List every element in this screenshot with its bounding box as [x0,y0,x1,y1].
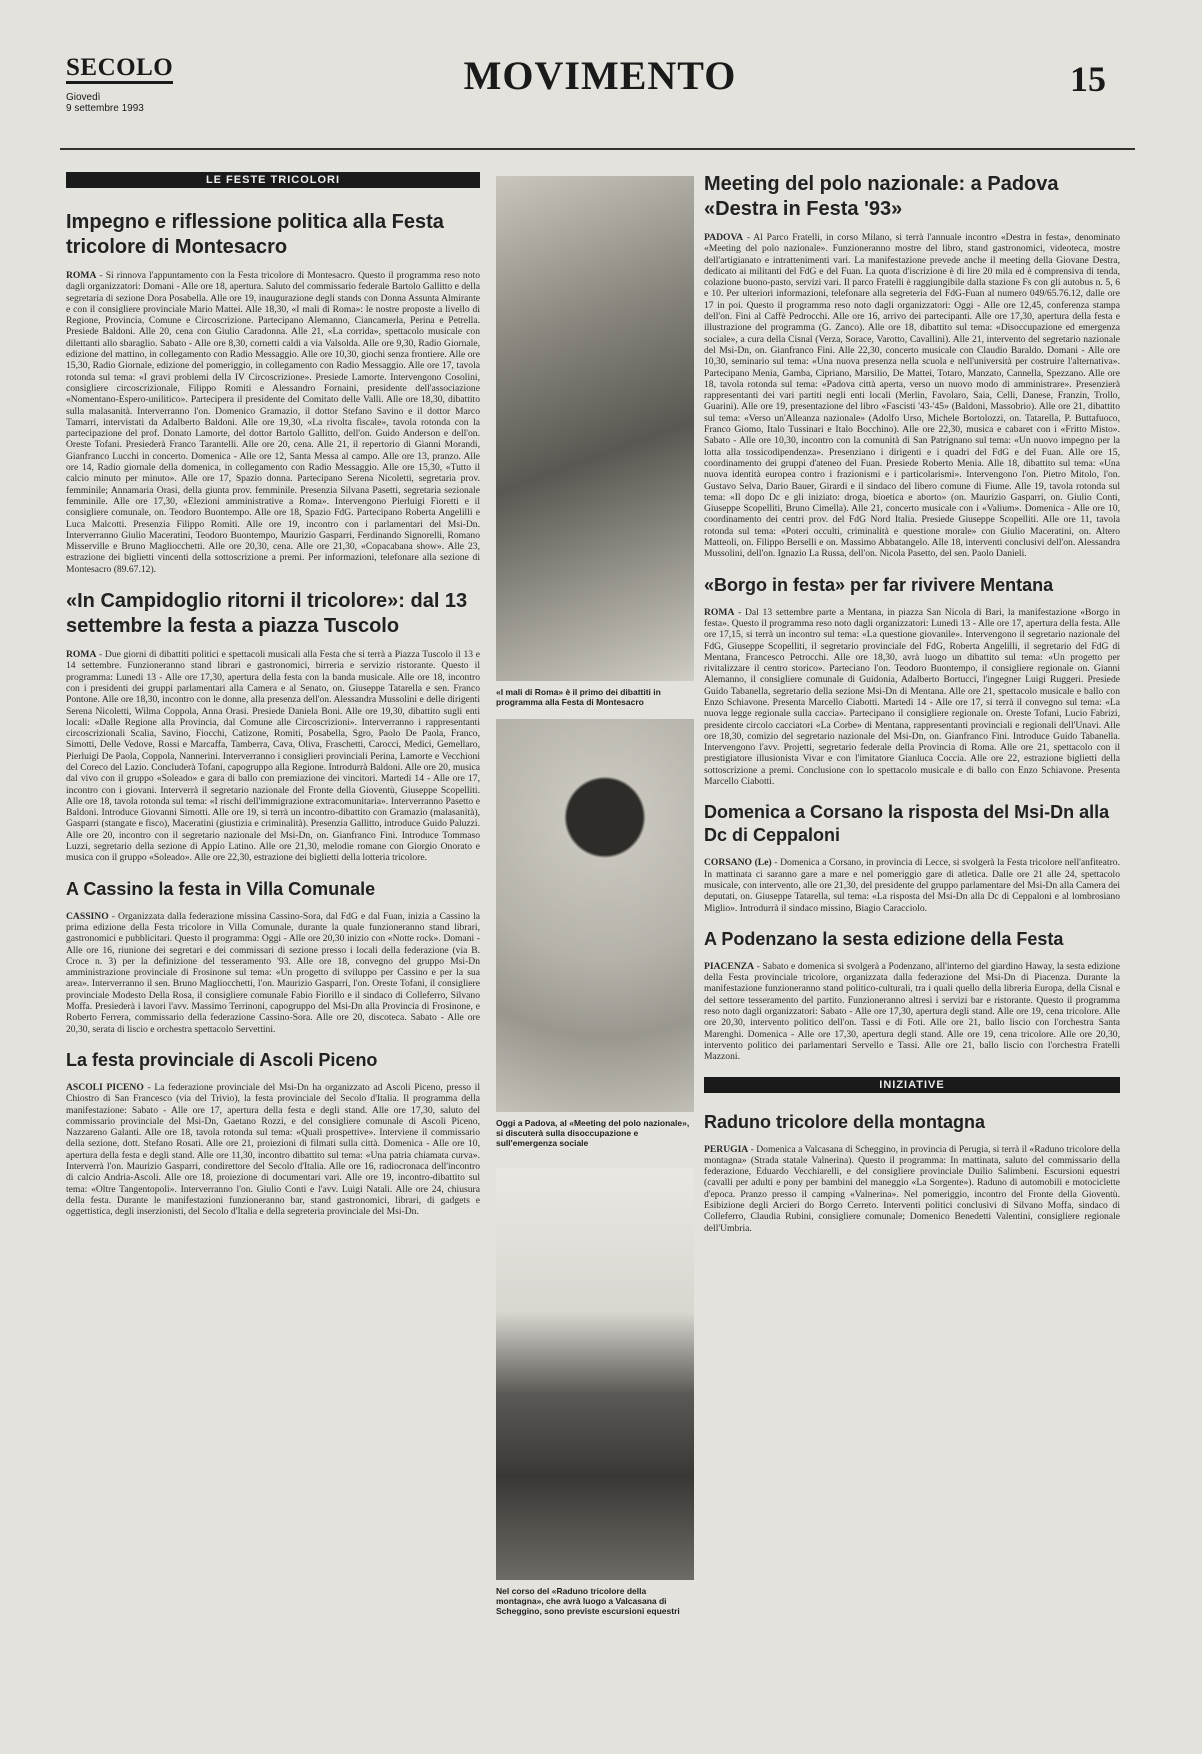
masthead-date: 9 settembre 1993 [66,103,144,114]
column-right [704,172,1120,1248]
article-montesacro [66,270,480,575]
headline-raduno: Raduno tricolore della montagna [704,1111,986,1132]
article-lead: ROMA [66,649,97,661]
masthead-rule [60,148,1135,150]
article-body: - Due giorni di dibattiti politici e spettacoli musicali alla Festa che si terrà a Piazza Tuscolo il 13 e 14 settembre. Funzioneranno stand librari e gastronomici, birreria e servizio ristorante. Questo il programma: Lunedì 13 - Alle ore 17,30, apertura della festa con la banda musicale. Alle ore 18, incontro con i presidenti dei gruppi parlamentari alla Camera e al Senato, on. Giuseppe Tatarella e sen. Franco Pontone. Alle ore 18,30, incontro con le donne, alla presenza dell'on. Alessandra Mussolini e delle dirigenti Serena Nicoletti, Wilma Coppola, Anna Orasi. Presiede Daniela Boni. Alle ore 19,30, dibattito sugli enti locali: «Dalle Regione alla Provincia, dal Comune alle Circoscrizioni». Interverranno i rappresentanti circoscrizionali Scalia, Savino, Fiocchi, Catizone, Romiti, Posabella, Sgro, Paolo De Paola, Franco, Simotti, Delle Vedove, Rossi e Marcaffa, Tamberra, Cava, Oliva, Fraschetti, Carocci, Medici, Gemellaro, Pierluigi De Paola, Coppola, Nannerini. Interverranno i consiglieri provinciali Perina, Lamorte e Vecchioni del Coreco del Lazio. Concluderà Tofani, capogruppo alla Regione. Introdurrà Baldoni. Alle ore 20, musica dal vivo con il gruppo «Soleado» e gara di ballo con premiazione dei vincitori. Martedì 14 - Alle ore 17, incontro con i giovani. Interverrà il segretario nazionale del Fronte della Gioventù, Giuseppe Scopelliti. Alle ore 18, tavola rotonda sul tema: «I rischi dell'immigrazione extracomunitaria». Interverranno Pasetto e Baldoni. Introduce Giovanni Simotti. Alle ore 19, si terrà un incontro-dibattito con Gramazio (malasanità), Gasparri (stangate e fisco), Maceratini (giustizia e criminalità). Presenzia Gallitto, introduce Guido Paluzzi. Alle ore 20, incontro con il segretario nazionale del Msi-Dn, on. Gianfranco Fini. Introduce Tommaso Luzzi, segretario della sezione di Appio Latino. Alle ore 21,30, melodie romane con Giorgio Onorato e musica con il gruppo «Soleado». Alle ore 22,30, estrazione dei biglietti della lotteria tricolore. [66,649,480,864]
article-ascoli [66,1082,480,1218]
article-padova [704,232,1120,560]
article-lead: ROMA [66,270,97,281]
article-lead: ROMA [704,606,735,618]
article-lead: PERUGIA [704,1143,749,1155]
article-body: - Domenica a Valcasana di Scheggino, in provincia di Perugia, si terrà il «Raduno tricolore della montagna» (Strada statale Valnerina). Questo il programma: In mattinata, saluto del commissario della federazione, Eduardo Vecchiarelli, e del consigliere provinciale Duilio Salimbeni. Escursioni equestri (cavalli per adulti e pony per bambini del maneggio «La Sorgente»). Raduno di automobili e motociclette d'epoca. Pranzo presso il camping «Valnerina». Nel pomeriggio, incontro del Fronte della Gioventù. Esibizione degli Arcieri do Borgo Cerreto. Interventi politici conclusivi di Silvano Moffa, sindaco di Colleferro, Claudia Rubini, consigliere comunale; Domenico Benedetti Valentini, consigliere regionale dell'Umbria. [704,1143,1120,1234]
headline-campidoglio: «In Campidoglio ritorni il tricolore»: dal 13 settembre la festa a piazza Tuscolo [66,590,468,638]
photo-woman-reading [496,719,694,1112]
article-campidoglio [66,649,480,864]
article-lead: PADOVA [704,232,744,243]
caption-montesacro: «I mali di Roma» è il primo dei dibattiti in programma alla Festa di Montesacro [496,687,661,707]
headline-montesacro: Impegno e riflessione politica alla Festa tricolore di Montesacro [66,211,444,258]
article-cassino [66,911,480,1035]
article-body: - Sabato e domenica si svolgerà a Podenzano, all'interno del giardino Haway, la sesta edizione della Festa provinciale tricolore, organizzata dalla federazione del Msi-Dn di Piacenza. Durante la manifestazione funzioneranno stand politico-culturali, tra i quali quello della libreria Europa, della Cisnal e del settore tesseramento del partito. Funzioneranno altresì i servizi bar e ristorante. Questo il programma reso noto dagli organizzatori: Sabato - Alle ore 17,30, apertura degli stand. Alle ore 19, cena tricolore. Alle ore 20,30, intervento politico dell'on. Tassi e di Foti. Alle ore 21, ballo liscio con l'orchestra Santa Marenghi. Domenica - Alle ore 17,30, apertura degli stand. Alle ore 19, cena tricolore. Alle ore 20,30, intervento politico dei parlamentari Servello e Tassi. Alle ore 21, ballo liscio con l'orchestra Fratelli Mazzoni. [704,960,1120,1063]
headline-padova: Meeting del polo nazionale: a Padova «Destra in Festa '93» [704,173,1059,220]
caption-padova: Oggi a Padova, al «Meeting del polo nazionale», si discuterà sulla disoccupazione e sull'emergenza sociale [496,1118,690,1148]
article-body: - Domenica a Corsano, in provincia di Lecce, si svolgerà la Festa tricolore nell'anfiteatro. In mattinata ci saranno gare a mare e nel pomeriggio gare di atletica. Dalle ore 21 alle 24, spettacolo musicale, con intervento, alle ore 21,30, del presidente del gruppo parlamentare del Msi-Dn alla Camera dei deputati, on. Giuseppe Tatarella, sul tema: «La risposta del Msi-Dn alla Dc di Ceppaloni e al lombrosiano Miglio». Introdurrà il sindaco missino, Biagio Caracciolo. [704,857,1120,914]
article-body: - Si rinnova l'appuntamento con la Festa tricolore di Montesacro. Questo il programma reso noto dagli organizzatori: Domani - Alle ore 18, apertura. Saluto del commissario federale Bartolo Gallitto e della segretaria di sezione Dora Posabella. Alle ore 19, inaugurazione degli stands con Donna Assunta Almirante e con il consigliere provinciale Mario Mattei. Alle 18,30, «I mali di Roma»: le nostre proposte a livello di Regione, Provincia, Comune e Circoscrizione. Partecipano Alemanno, Ciancamerla, Perina e Petrella. Presiede Baldoni. Alle 20, cena con Giulio Caradonna. Alle 21, «La corrida», spettacolo musicale con dilettanti allo sbaraglio. Sabato - Alle ore 8,30, cornetti caldi a via Valsolda. Alle ore 9,30, Radio Giornale, edizione del mattino, in collegamento con Radio Messaggio. Alle ore 10,30, giochi senza frontiere. Alle ore 15,30, Radio Giornale, edizione del pomeriggio, in collegamento con Radio Messaggio. Alle ore 17, tavola rotonda sul tema: «I gravi problemi della IV Circoscrizione». Presiede Lamorte. Intervengono Cosolini, consigliere circoscrizionale, Filippo Romiti e Alessandro Fornaini, presidente dell'associazione «Nomentano-Espero-unilitico». Partecipera il presidente del Comitato delle Valli. Alle ore 18,30, dibattito sulla malasanità. Interverranno l'on. Domenico Gramazio, il dottor Stefano Savino e il dottor Marco Tamarri, intervistati da Adalberto Baldoni. Alle ore 19,30, «La rivolta fiscale», tavola rotonda con la partecipazione del prof. Donato Lamorte, del dottor Bartolo Gallitto, dell'on. Guido Anderson e dell'on. Oreste Tofani. Presiederà Franco Tarantelli. Alle ore 20, cena. Alle 21, il repertorio di Gianni Morandi, Gianfranco Lucchi in concerto. Domenica - Alle ore 12, Santa Messa al campo. Alle ore 13, pranzo. Alle ore 14, Radio giornale della domenica, in collegamento con Radio Messaggio. Alle ore 15,30, «Tutto il calcio minuto per minuto». Alle ore 17, Spazio donna. Partecipano Serena Nicoletti, segretaria prov. femminile; Annamaria Orasi, della giunta prov. femminile. Presenzia Silvana Pasetti, segretaria sezionale femminile. Alle ore 17,30, «Elezioni amministrative a Roma». Intervengono Pierluigi Fioretti e il consigliere comunale, on. Teodoro Buontempo. Alle ore 18, Spazio FdG. Partecipano Roberta Angelilli e Luca Malcotti. Presenzia Filippo Romiti. Alle ore 19, incontro con i parlamentari del Msi-Dn. Interverranno Giulio Maceratini, Teodoro Buontempo, Maurizio Gasparri, Ferdinando Signorelli, Romano Misserville e Bruno Magliocchetti. Alle ore 20,30, cena. Alle ore 21,30, «Copacabana show». Alle 23, estrazione dei biglietti vincenti della sottoscrizione a premi. Per informazioni, telefonare alla sezione di Montesacro (89.67.12). [66,270,480,575]
column-photos [496,176,694,1628]
article-lead: ASCOLI PICENO [66,1081,144,1093]
article-body: - Organizzata dalla federazione missina Cassino-Sora, dal FdG e dal Fuan, inizia a Cassino la prima edizione della Festa tricolore in Villa Comunale, durante la quale funzioneranno stand librari, gastronomici e pubblicitari. Questo il programma: Oggi - Alle ore 20,30 inizio con «Notte rock». Domani - Alle ore 16, riunione dei segretari e dei commissari di sezione presso i locali della federazione (via B. Croce n. 3) per la definizione del tesseramento '93. Alle ore 18, convegno del gruppo Msi-Dn amministrazione provinciale di Frosinone sul tema: «Un progetto di sviluppo per Cassino e per la sua area». Interverranno il sen. Bruno Magliocchetti, l'on. Maurizio Gasparri, l'on. Oreste Tofani, il consigliere provinciale Modesto Della Rosa, il consigliere comunale Fabio Fiorillo e il sindaco di Colleferro, Silvano Moffa. Presiederà i lavori l'avv. Massimo Terrinoni, capogruppo del Msi-Dn alla Provincia di Frosinone, e Roberto Ferrera, commissario della federazione Cassino-Sora. Alle ore 20, discoteca. Sabato - Alle ore 20,30, serata di liscio e orchestra spettacolo Servettini. [66,910,480,1035]
headline-podenzano: A Podenzano la sesta edizione della Festa [704,928,1064,949]
headline-ascoli: La festa provinciale di Ascoli Piceno [66,1049,378,1070]
section-bar-iniziative: INIZIATIVE [704,1077,1120,1093]
article-podenzano [704,961,1120,1063]
headline-mentana: «Borgo in festa» per far rivivere Mentana [704,574,1054,595]
article-body: - Dal 13 settembre parte a Mentana, in piazza San Nicola di Bari, la manifestazione «Borgo in festa». Questo il programma reso noto dagli organizzatori: Lunedì 13 - Alle ore 17, apertura della festa. Alle ore 17,15, si terrà un incontro sul tema: «La questione giovanile». Intervengono il segretario nazionale del FdG, Giuseppe Scopelliti, il segretario provinciale del FdG, Roberta Angelilli, il segretario del FdG di Mentana, Francesco Petrocchi. Alle ore 18,30, avrà luogo un dibattito sul tema: «Un progetto per rivitalizzare il centro storico». Parteciano l'on. Teodoro Buontempo, il consigliere regionale on. Gianni Alemanno, il consigliere comunale di Guidonia, Adalberto Bortucci, l'ingegner Luigi Ruggeri. Presiede Guido Tabanella, segretario della sezione Msi-Dn di Mentana. Alle ore 21, spettacolo musicale e ballo con Enzo Schiavone. Presenta Marcello Ciabotti. Martedì 14 - Alle ore 17, si terrà il convegno sul tema: «La nuova legge regionale sulla caccia». Partecipano il consigliere regionale on. Oreste Tofani, Lucio Fabrizi, presidente circolo cacciatori «La Corbe» di Mentana, rappresentanti provinciali e regionali dell'Unavi. Alle ore 18,30, comizio del segretario nazionale del Msi-Dn, on. Gianfranco Fini. Introduce Guido Tabanella. Intervengono l'avv. Projetti, segretario federale della Provincia di Roma. Alle ore 21, spettacolo con il prestigiatore illusionista Vivar e con l'imitatore Gianluca Coccia. Alle ore 22, estrazione biglietti della sottoscrizione a premi. Conclusione con lo spettacolo musicale e di ballo con Enzo Schiavone. Presenta Marcello Ciabotti. [704,606,1120,788]
headline-cassino: A Cassino la festa in Villa Comunale [66,878,376,899]
headline-corsano: Domenica a Corsano la risposta del Msi-Dn alla Dc di Ceppaloni [704,802,1110,846]
article-lead: CASSINO [66,910,109,922]
photo-christmas-tree [496,176,694,681]
article-corsano [704,857,1120,913]
caption-montagna: Nel corso del «Raduno tricolore della montagna», che avrà luogo a Valcasana di Scheggino, sono previste escursioni equestri [496,1586,680,1616]
article-mentana [704,607,1120,788]
article-body: - Al Parco Fratelli, in corso Milano, si terrà l'annuale incontro «Destra in festa», denominato «Meeting del polo nazionale». Funzioneranno mostre del libro, stand gastronomici, videoteca, mostre dell'artigianato e intrattenimenti vari. La manifestazione prevede anche il meeting della Giovane Destra, dedicato ai militanti del FdG e del Fuan. La quota d'iscrizione è di lire 20 mila ed è comprensiva di tenda, colazione buono-pasto, servizi vari. Il parco Fratelli è raggiungibile dalla stazione Fs con gli autobus n. 5, 6 e 10. Per ulteriori informazioni, telefonare alla segreteria del FdG-Fuan al numero 049/65.76.12, dalle ore 17 in poi. Questo il programma reso noto dagli organizzatori: Oggi - Alle ore 12,45, conferenza stampa dell'on. Fini al Caffè Pedrocchi. Alle ore 16, arrivo dei partecipanti. Alle ore 17,30, apertura della festa e illustrazione del programma (G. Zanco). Alle ore 18, dibattito sul tema: «Disoccupazione ed emergenza sociale», a cura della Cisnal (Verza, Sorace, Varotto, Cavallini). Alle 21, intervento del segretario nazionale del Msi-Dn, on. Gianfranco Fini. Alle 22,30, concerto musicale con Claudio Baraldo. Domani - Alle ore 10,30, seminario sul tema: «Una nuova presenza nella scuola e nell'università per costruire l'alternativa». Partecipano Menia, Gamba, Cipriano, Marsilio, De Mattei, Totaro, Manzato, Cannella, Spezzano. Alle ore 18, tavola rotonda sul tema: «Padova città aperta, verso un nuovo modo di amministrare». Presenzierà rappresentanti dei vari partiti negli enti locali (Merlin, Favolaro, Saia, Celli, Danese, Franzin, Trollo, Guarini). Alle ore 19, presentazione del libro «Fascisti '43-'45» (Baldoni, Massobrio). Alle ore 21, dibattito sul tema: «Verso un'Alleanza nazionale» (Adolfo Urso, Michele Bortolozzi, on. Tatarella, P. Buttafuoco, Franco Giomo, Italo Tussinari e Italo Bocchino). Alle ore 22,30, musica e cabaret con i «Fritto Misto». Sabato - Alle ore 10,30, incontro con la comunità di San Patrignano sul tema: «Un nuovo impegno per la lotta alla tossicodipendenza». Presenziano i dirigenti e i quadri del FdG e del Fuan. Alle ore 15, coordinamento dei gruppi d'ateneo del Fuan. Presiede Roberto Menia. Alle 18, dibattito sul tema: «Una nuova identità europea contro i frazionismi e i particolarismi». Intervengono l'on. Pietro Mitolo, l'on. Gustavo Selva, Dario Bauer, Girardi e il sindaco del libero comune di Fiume. Alle 19, tavola rotonda sul tema: «Il dopo Dc e gli iniziato: droga, bioetica e aborto» (on. Maurizio Gasparri, on. Giulio Conti, Giuseppe Scopelliti, Bruno Cimella). Alle 21, concerto musicale con i «Valium». Domenica - Alle ore 10, coordinamento dei centri prov. del FdG Nord Italia. Presiede Giuseppe Scopelliti. Alle ore 11, tavola rotonda sul tema: «Poteri occulti, criminalità e questione morale» con Giulio Maceratini, on. Altero Matteoli, on. Filippo Berselli e on. Massimo Abbatangelo. Alle 18, interventi conclusivi dell'on. Alessandra Mussolini, dell'on. Ignazio La Russa, dell'on. Nicola Pasetto, del sen. Paolo Danieli. [704,232,1120,560]
photo-horse-rider [496,1168,694,1580]
section-bar-feste: LE FESTE TRICOLORI [66,172,480,188]
article-lead: PIACENZA [704,960,755,972]
section-title: MOVIMENTO [463,53,737,98]
spacer [496,1160,694,1168]
article-body: - La federazione provinciale del Msi-Dn ha organizzato ad Ascoli Piceno, presso il Chiostro di San Francesco (via del Trivio), la festa provinciale del Secolo d'Italia. Il programma della manifestazione: Sabato - Alle ore 17, apertura della festa e degli stand. Alle ore 17,30, saluto del commissario provinciale del Msi-Dn, Gaetano Rozzi, e del consigliere comunale di Ascoli Piceno, Nazzareno Galanti. Alle ore 18, tavola rotonda sul tema: «Quali prospettive». Interviene il commissario della sezione, dott. Stefano Rosati. Alle ore 21, proiezioni di filmati sulla città. Domenica - Alle ore 10, apertura della festa e degli stand. Alle ore 11,30, incontro dibattito sul tema: «Una patria chiamata curva». Interverrà l'on. Maurizio Gasparri, condirettore del Secolo d'Italia. Alle ore 16, radiocronaca dell'incontro di calcio Andria-Ascoli. Alle ore 18, proiezione di documentari vari. Alle ore 19, incontro-dibattito sul tema: «Oltre Tangentopoli». Interverranno l'on. Giulio Conti e l'avv. Luigi Natali. Alle ore 24, chiusura della festa. Durante le manifestazioni funzioneranno bar, stand gastronomici, librari, di gadgets e oggettistica, degli inserzionisti, del Secolo d'Italia e della segreteria provinciale del Msi-Dn. [66,1081,481,1218]
article-lead: CORSANO (Le) [704,857,772,869]
column-left [66,172,480,1231]
masthead-day: Giovedì [66,92,101,103]
page-number: 15 [1070,59,1106,99]
masthead-logo: SECOLO [66,54,174,81]
article-raduno [704,1144,1120,1234]
